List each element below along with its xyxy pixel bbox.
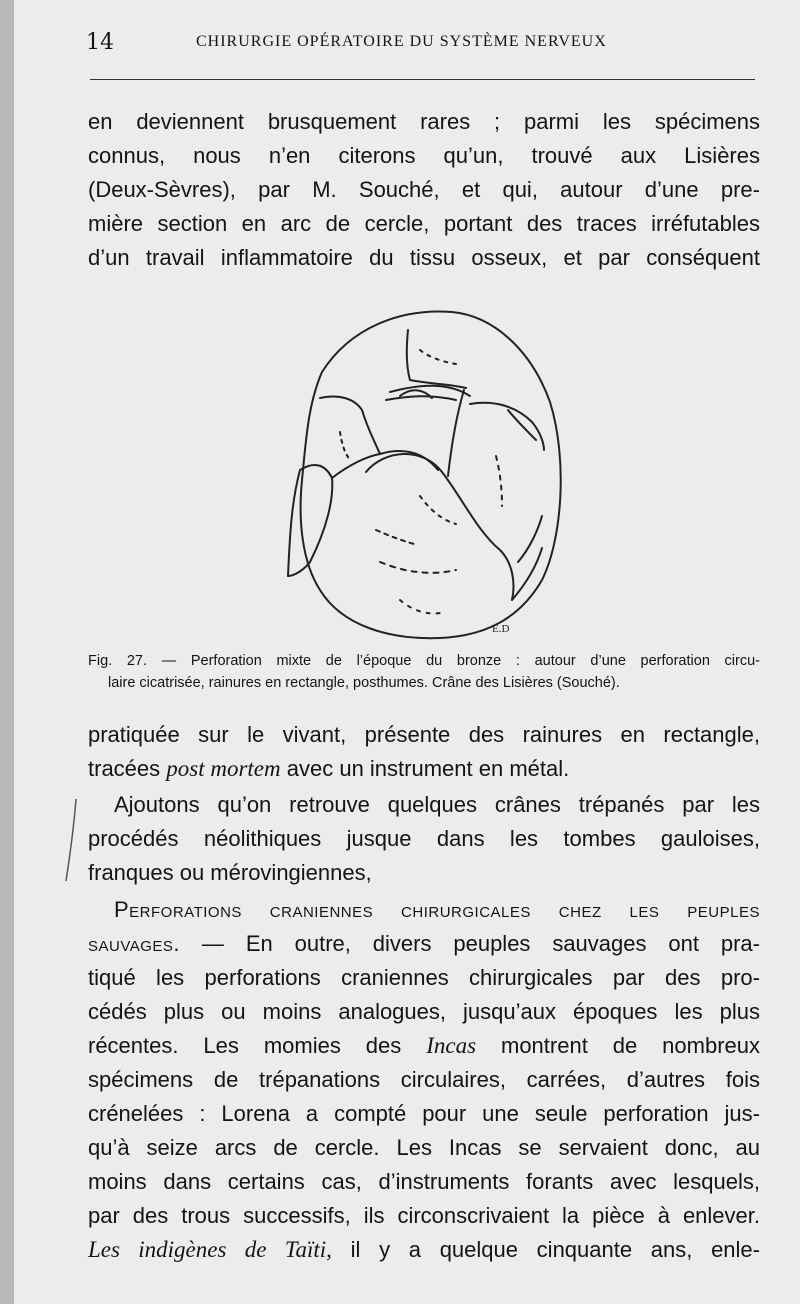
caption-line: Fig. 27. — Perforation mixte de l’époque du bronze : autour d’une perforation circu- [88,653,760,669]
text-span: récentes. Les momies des [88,1033,427,1058]
page-number: 14 [86,30,114,55]
paragraph-4 [88,893,760,1267]
illustrator-signature: E.D [492,623,510,635]
text-line [88,1029,760,1063]
running-head [86,30,756,60]
text-line: d’un travail inflammatoire du tissu osseux, et par conséquent [88,245,760,270]
text-line [88,927,760,961]
text-line: par des trous successifs, ils circonscrivaient la pièce à enlever. [88,1203,760,1228]
text-line: moins dans certains cas, d’instruments forants avec lesquels, [88,1169,760,1194]
section-heading: Perforations craniennes chirurgicales chez les peuples [114,897,760,922]
italic-term: post mortem [166,756,281,781]
text-line: cédés plus ou moins analogues, jusqu’aux époques les plus [88,999,760,1024]
paragraph-2 [88,718,760,786]
figure-caption [88,650,760,694]
paragraph-3 [88,788,760,890]
text-line: mière section en arc de cercle, portant des traces irréfutables [88,211,760,236]
text-span: — En outre, divers peuples sauvages ont pra- [180,931,760,956]
text-line: pratiquée sur le vivant, présente des rainures en rectangle, [88,722,760,747]
text-line [88,1233,760,1267]
text-line: franques ou mérovingiennes, [88,860,372,885]
text-line: crénelées : Lorena a compté pour une seule perforation jus- [88,1101,760,1126]
header-rule [90,79,755,80]
text-line: en deviennent brusquement rares ; parmi les spécimens [88,109,760,134]
text-line: connus, nous n’en citerons qu’un, trouvé aux Lisières [88,143,760,168]
text-line: procédés néolithiques jusque dans les tombes gauloises, [88,826,760,851]
text-line: Ajoutons qu’on retrouve quelques crânes trépanés par les [114,792,760,817]
italic-term: Les indigènes de Taïti, [88,1237,332,1262]
text-span: tracées [88,756,167,781]
text-line: tiqué les perforations craniennes chirurgicales par des pro- [88,965,760,990]
text-line [88,752,760,786]
caption-line: laire cicatrisée, rainures en rectangle, posthumes. Crâne des Lisières (Souché). [108,675,620,691]
section-heading: sauvages. [88,931,181,956]
text-line: spécimens de trépanations circulaires, carrées, d’autres fois [88,1067,760,1092]
text-span: avec un instrument en métal. [280,756,570,781]
paragraph-1 [88,105,760,275]
text-line: (Deux-Sèvres), par M. Souché, et qui, autour d’une pre- [88,177,760,202]
text-span: montrent de nombreux [476,1033,760,1058]
page-gutter-shadow [0,0,14,1304]
text-line: qu’à seize arcs de cercle. Les Incas se servaient donc, au [88,1135,760,1160]
text-span: il y a quelque cinquante ans, enle- [331,1237,760,1262]
margin-pencil-mark [62,795,82,885]
italic-term: Incas [426,1033,477,1058]
running-title: CHIRURGIE OPÉRATOIRE DU SYSTÈME NERVEUX [196,33,607,50]
text-line [88,893,760,927]
skull-illustration [280,300,570,650]
